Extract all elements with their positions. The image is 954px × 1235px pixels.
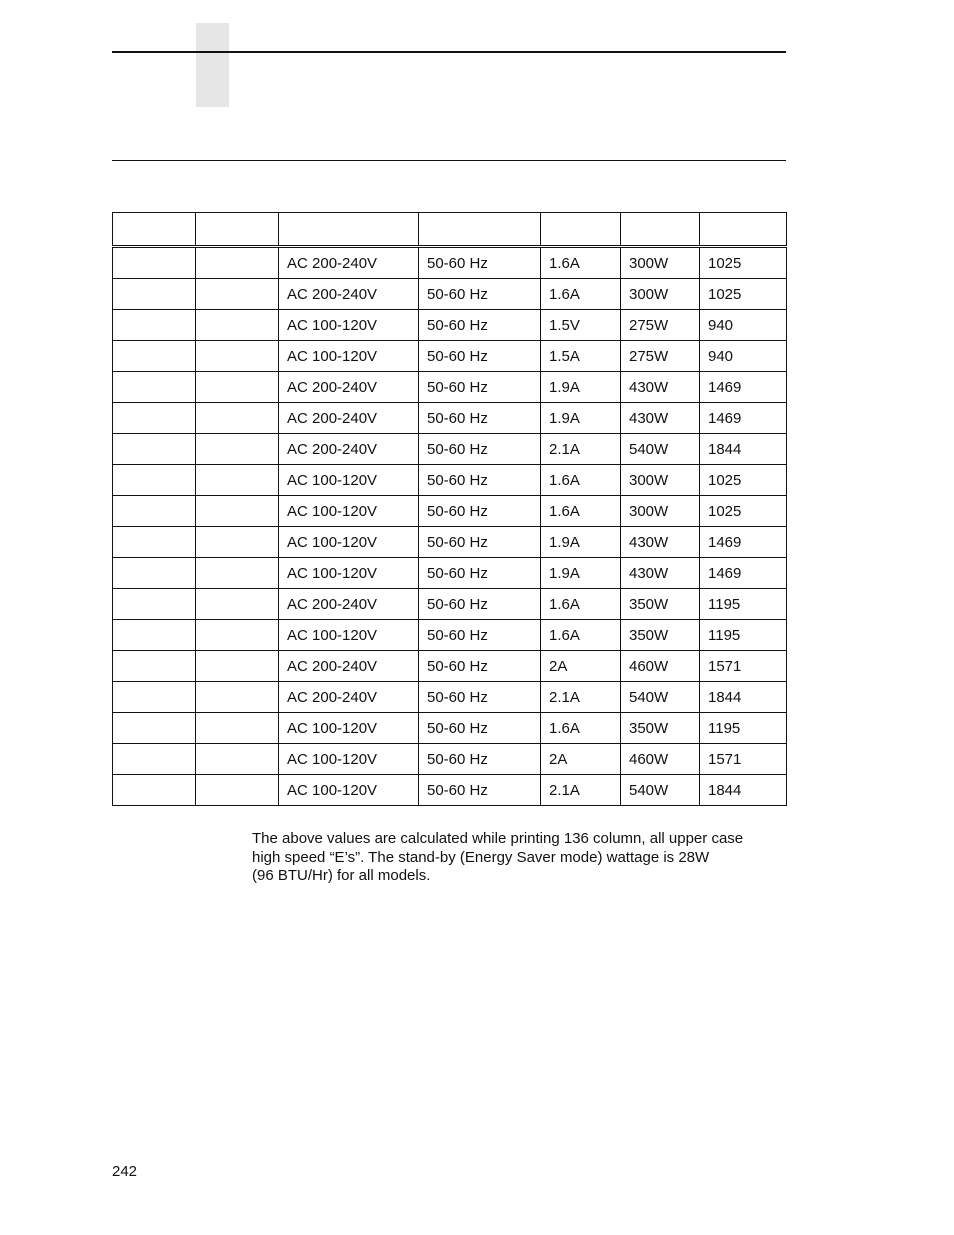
table-cell: 275W — [621, 341, 700, 372]
table-cell: 940 — [700, 310, 787, 341]
table-cell: 1469 — [700, 527, 787, 558]
table-cell — [113, 310, 196, 341]
table-cell — [113, 403, 196, 434]
table-row — [113, 434, 787, 465]
table-row — [113, 620, 787, 651]
table-cell: 1195 — [700, 713, 787, 744]
table-cell: 1469 — [700, 558, 787, 589]
header-cell — [621, 213, 700, 247]
table-cell: 300W — [621, 496, 700, 527]
table-cell — [113, 372, 196, 403]
table-cell: 1195 — [700, 620, 787, 651]
table-cell: 430W — [621, 372, 700, 403]
table-cell — [113, 682, 196, 713]
table-cell — [196, 434, 279, 465]
table-cell: 350W — [621, 620, 700, 651]
table-cell: AC 100-120V — [279, 341, 419, 372]
table-cell: 540W — [621, 682, 700, 713]
power-specifications-table — [112, 212, 787, 806]
table-cell: 2.1A — [541, 434, 621, 465]
table-cell: 1.9A — [541, 403, 621, 434]
table-cell: 1.6A — [541, 279, 621, 310]
table-cell: 350W — [621, 713, 700, 744]
table-cell: 460W — [621, 744, 700, 775]
table-cell — [196, 558, 279, 589]
table-cell: 1571 — [700, 744, 787, 775]
table-cell: 50-60 Hz — [419, 713, 541, 744]
table-cell — [196, 247, 279, 279]
table-header-row — [113, 213, 787, 247]
table-cell — [196, 713, 279, 744]
table-cell: 460W — [621, 651, 700, 682]
table-cell: 1.5V — [541, 310, 621, 341]
table-cell: 1571 — [700, 651, 787, 682]
table-cell — [196, 651, 279, 682]
table-cell — [113, 589, 196, 620]
table-body — [113, 247, 787, 806]
table-cell: 540W — [621, 775, 700, 806]
table-cell: 300W — [621, 247, 700, 279]
table-cell: 50-60 Hz — [419, 372, 541, 403]
table-cell — [113, 558, 196, 589]
table-cell — [196, 775, 279, 806]
table-row — [113, 744, 787, 775]
table-row — [113, 465, 787, 496]
table-cell: 1.6A — [541, 496, 621, 527]
table-cell: 1.6A — [541, 620, 621, 651]
table-row — [113, 558, 787, 589]
table-row — [113, 589, 787, 620]
table-row — [113, 651, 787, 682]
table-cell: 50-60 Hz — [419, 341, 541, 372]
table-cell: 50-60 Hz — [419, 403, 541, 434]
table-cell: 50-60 Hz — [419, 247, 541, 279]
table-row — [113, 279, 787, 310]
table-cell — [196, 496, 279, 527]
table-cell — [196, 589, 279, 620]
table-cell: 350W — [621, 589, 700, 620]
table-row — [113, 372, 787, 403]
table-row — [113, 310, 787, 341]
table-cell: AC 200-240V — [279, 247, 419, 279]
table-cell — [113, 713, 196, 744]
table-cell: 1025 — [700, 279, 787, 310]
table-cell — [196, 372, 279, 403]
header-rule-bottom — [112, 160, 786, 161]
table-cell — [196, 341, 279, 372]
table-cell: 1195 — [700, 589, 787, 620]
table-cell — [113, 247, 196, 279]
table-cell: 50-60 Hz — [419, 589, 541, 620]
table-row — [113, 682, 787, 713]
table-row — [113, 247, 787, 279]
table-cell: 1.6A — [541, 465, 621, 496]
table-cell: AC 200-240V — [279, 589, 419, 620]
table-row — [113, 496, 787, 527]
table-cell — [196, 403, 279, 434]
header-cell — [113, 213, 196, 247]
table-cell: 430W — [621, 558, 700, 589]
table-cell — [113, 434, 196, 465]
table-cell — [113, 651, 196, 682]
header-rule-top — [112, 51, 786, 53]
table-cell: AC 100-120V — [279, 620, 419, 651]
table-cell: 275W — [621, 310, 700, 341]
table-cell: 1.9A — [541, 527, 621, 558]
table-cell — [113, 775, 196, 806]
table-cell: 1025 — [700, 465, 787, 496]
table-cell: AC 100-120V — [279, 744, 419, 775]
page-number: 242 — [112, 1163, 138, 1180]
table-cell — [196, 465, 279, 496]
table-cell: 50-60 Hz — [419, 434, 541, 465]
table-cell: 940 — [700, 341, 787, 372]
table-cell — [113, 496, 196, 527]
table-cell — [113, 744, 196, 775]
table-cell: 50-60 Hz — [419, 775, 541, 806]
header-cell — [541, 213, 621, 247]
table-row — [113, 775, 787, 806]
table-cell — [196, 620, 279, 651]
table-cell: 1844 — [700, 682, 787, 713]
table-cell: 430W — [621, 527, 700, 558]
table-cell: 50-60 Hz — [419, 465, 541, 496]
table-cell: 300W — [621, 279, 700, 310]
table-row — [113, 527, 787, 558]
table-row — [113, 403, 787, 434]
table-cell: AC 100-120V — [279, 527, 419, 558]
table-cell: 430W — [621, 403, 700, 434]
footnote-line-3: (96 BTU/Hr) for all models. — [252, 867, 431, 884]
table-cell: 1.5A — [541, 341, 621, 372]
table-cell — [196, 310, 279, 341]
table-cell — [196, 744, 279, 775]
footnote-line-2: high speed “E’s”. The stand-by (Energy Saver mode) wattage is 28W — [252, 848, 710, 866]
table-cell: 300W — [621, 465, 700, 496]
table-cell — [196, 682, 279, 713]
table-cell: 2.1A — [541, 775, 621, 806]
table-cell: 50-60 Hz — [419, 620, 541, 651]
table-cell — [113, 341, 196, 372]
table-cell: 540W — [621, 434, 700, 465]
table-cell: AC 200-240V — [279, 682, 419, 713]
table-cell: AC 100-120V — [279, 496, 419, 527]
table-cell: AC 100-120V — [279, 310, 419, 341]
table-cell: 50-60 Hz — [419, 279, 541, 310]
table-cell: 1.6A — [541, 247, 621, 279]
table-cell — [196, 279, 279, 310]
chapter-tab-block — [196, 23, 229, 107]
table-cell — [113, 465, 196, 496]
table-cell: AC 200-240V — [279, 434, 419, 465]
table-cell: 1.6A — [541, 713, 621, 744]
table-cell: 50-60 Hz — [419, 682, 541, 713]
table-cell: 1469 — [700, 372, 787, 403]
header-cell — [196, 213, 279, 247]
table-cell — [196, 527, 279, 558]
table-cell: AC 200-240V — [279, 651, 419, 682]
table-row — [113, 713, 787, 744]
table-cell: AC 100-120V — [279, 775, 419, 806]
table-cell: 1469 — [700, 403, 787, 434]
table-cell: 50-60 Hz — [419, 310, 541, 341]
table-cell: AC 200-240V — [279, 372, 419, 403]
header-cell — [700, 213, 787, 247]
table-cell: AC 100-120V — [279, 465, 419, 496]
table-cell: AC 100-120V — [279, 713, 419, 744]
table-cell: 50-60 Hz — [419, 496, 541, 527]
table-cell — [113, 527, 196, 558]
table-row — [113, 341, 787, 372]
table-cell: 1025 — [700, 496, 787, 527]
table-cell: 1844 — [700, 775, 787, 806]
table-cell: 1844 — [700, 434, 787, 465]
table-cell: 1025 — [700, 247, 787, 279]
footnote — [252, 830, 792, 886]
table-cell: 50-60 Hz — [419, 744, 541, 775]
table-cell: 1.6A — [541, 589, 621, 620]
table-cell — [113, 279, 196, 310]
table-cell: AC 100-120V — [279, 558, 419, 589]
table-cell — [113, 620, 196, 651]
table-cell: AC 200-240V — [279, 403, 419, 434]
table-cell: 2A — [541, 744, 621, 775]
table-cell: AC 200-240V — [279, 279, 419, 310]
footnote-line-1: The above values are calculated while printing 136 column, all upper case — [252, 830, 744, 847]
table-cell: 50-60 Hz — [419, 558, 541, 589]
table-cell: 2A — [541, 651, 621, 682]
table-cell: 1.9A — [541, 372, 621, 403]
table-cell: 50-60 Hz — [419, 527, 541, 558]
table-cell: 2.1A — [541, 682, 621, 713]
table-cell: 1.9A — [541, 558, 621, 589]
header-cell — [419, 213, 541, 247]
table-cell: 50-60 Hz — [419, 651, 541, 682]
header-cell — [279, 213, 419, 247]
